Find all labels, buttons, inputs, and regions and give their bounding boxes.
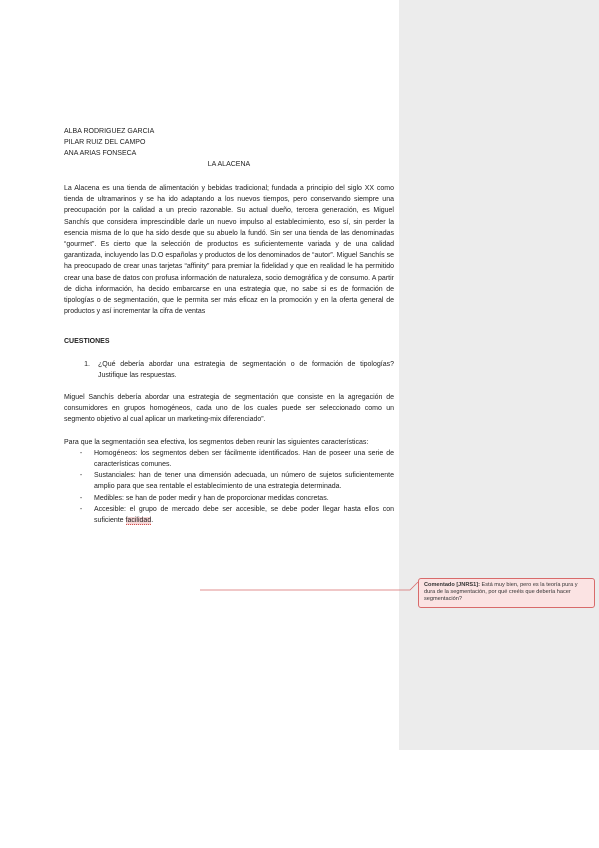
intro-paragraph: La Alacena es una tienda de alimentación y bebidas tradicional; fundada a principio del siglo XX como tienda de ultramarinos y se ha ido adaptando a los nuevos tiempos, pero conservando siempre una preocupación por la calidad a un precio razonable. Su actual dueño, tercera generación, es Miguel Sanchís que considera imprescindible darle un nuevo impulso al establecimiento, eso sí, sin perder la esencia misma de lo que ha sido desde que su abuelo la fundó. Sin ser una tienda de las denominadas “gourmet”. Es cierto que la selección de productos es suficientemente variada y de una calidad garantizada, incluyendo las D.O españolas y productos de los denominados de “autor”. Miguel Sanchís se ha preocupado de crear unas tarjetas “affinity” para premiar la fidelidad y que en realidad le ha permitido crear una base de datos con profusa información de naturaleza, socio demográfica y de consumo. A partir de dicha información, ha decido embarcarse en una estrategia que, no sabe si es de formación de tipologías o de segmentación, que le permita ser más eficaz en la promoción y en la oferta general de productos y así incrementar la cifra de ventas bbox=[64, 185, 394, 316]
bullet-dash: - bbox=[79, 449, 83, 457]
criteria-text: Medibles: se han de poder medir y han de proporcionar medidas concretas. bbox=[94, 494, 329, 502]
question-item bbox=[64, 359, 394, 381]
criteria-item bbox=[64, 504, 394, 526]
criteria-text-part: . bbox=[151, 517, 154, 525]
comment-text: Está muy bien, pero es la teoría pura y dura de la segmentación, por qué creéis que debería hacer segmentación? bbox=[424, 582, 578, 603]
criteria-text-part: Accesible: el grupo de mercado debe ser accesible, se debe poder llegar hasta ellos con suficiente bbox=[94, 505, 394, 525]
criteria-text: Sustanciales: han de tener una dimensión adecuada, un número de sujetos suficientemente amplio para que sea rentable el establecimiento de una estrategia determinada. bbox=[94, 472, 394, 491]
question-list bbox=[64, 359, 394, 381]
bullet-dash: - bbox=[79, 494, 83, 502]
criteria-item bbox=[64, 470, 394, 492]
document-page bbox=[64, 126, 394, 526]
comments-margin-pane bbox=[399, 0, 599, 750]
question-text: ¿Qué debería abordar una estrategia de segmentación o de formación de tipologías? Justifique las respuestas. bbox=[98, 360, 394, 379]
author-list bbox=[64, 126, 394, 159]
answer-paragraph: Miguel Sanchís debería abordar una estrategia de segmentación que consiste en la agregación de consumidores en grupos homogéneos, cada uno de los cuales puede ser seleccionado como un segmento objetivo al cual aplicar un marketing-mix diferenciado”. bbox=[64, 394, 394, 424]
author-name: ALBA RODRIGUEZ GARCIA bbox=[64, 128, 155, 135]
comment-author: Comentado [JNRS1]: bbox=[424, 582, 480, 588]
author-name: PILAR RUIZ DEL CAMPO bbox=[64, 139, 146, 146]
criteria-lead: Para que la segmentación sea efectiva, los segmentos deben reunir las siguientes características: bbox=[64, 438, 369, 446]
commented-text-highlight[interactable]: facilidad bbox=[125, 517, 152, 525]
criteria-list bbox=[64, 448, 394, 526]
criteria-item bbox=[64, 493, 394, 504]
bullet-dash: - bbox=[79, 472, 83, 480]
criteria-text: Homogéneos: los segmentos deben ser fácilmente identificados. Han de poseer una serie de características comunes. bbox=[94, 449, 394, 469]
bullet-dash: - bbox=[79, 505, 83, 513]
author-name: ANA ARIAS FONSECA bbox=[64, 150, 137, 157]
question-number: 1. bbox=[84, 360, 90, 368]
criteria-text bbox=[94, 504, 394, 526]
review-comment-balloon[interactable] bbox=[418, 578, 595, 608]
section-heading: CUESTIONES bbox=[64, 338, 110, 346]
document-title: LA ALACENA bbox=[207, 161, 251, 168]
criteria-item bbox=[64, 448, 394, 470]
